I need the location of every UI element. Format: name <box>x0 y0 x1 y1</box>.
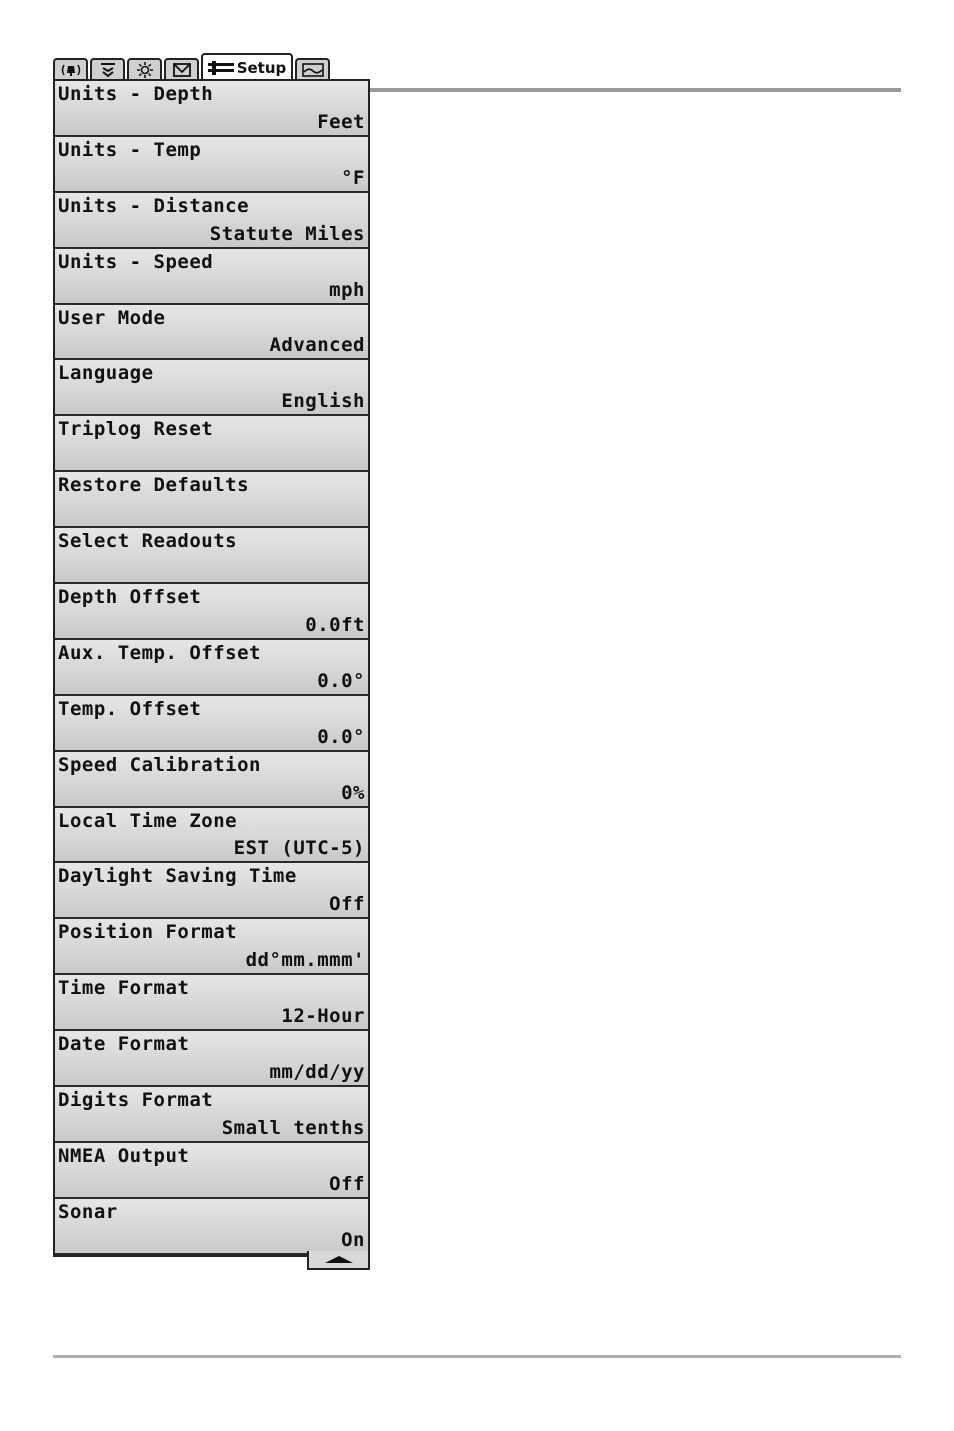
menu-item-label: NMEA Output <box>58 1144 190 1167</box>
menu-item-value: Feet <box>317 110 365 133</box>
menu-item-value: 0.0° <box>317 669 365 692</box>
menu-item-value: °F <box>341 166 365 189</box>
menu-item-local-time-zone[interactable] <box>55 808 368 864</box>
menu-item-value: mm/dd/yy <box>269 1061 365 1084</box>
menu-item-label: Select Readouts <box>58 530 238 553</box>
menu-item-date-format[interactable] <box>55 1031 368 1087</box>
setup-menu <box>53 79 370 1257</box>
menu-item-daylight-saving-time[interactable] <box>55 863 368 919</box>
menu-item-value: On <box>341 1228 365 1251</box>
menu-item-value: English <box>281 390 365 413</box>
menu-item-label: User Mode <box>58 306 166 329</box>
alarm-icon <box>59 63 83 77</box>
menu-item-label: Restore Defaults <box>58 474 250 497</box>
chart-icon <box>302 63 324 77</box>
menu-item-label: Language <box>58 362 154 385</box>
menu-item-label: Units - Distance <box>58 194 250 217</box>
menu-item-value: Off <box>329 893 365 916</box>
scroll-up-arrow-icon <box>325 1256 353 1263</box>
menu-item-units-temp[interactable] <box>55 137 368 193</box>
menu-item-value: dd°mm.mmm' <box>245 949 365 972</box>
tab-sonar[interactable] <box>90 58 125 80</box>
tab-view[interactable] <box>164 58 199 80</box>
menu-item-temp-offset[interactable] <box>55 696 368 752</box>
menu-item-value: 0.0° <box>317 725 365 748</box>
menu-item-time-format[interactable] <box>55 975 368 1031</box>
tab-chart[interactable] <box>295 58 330 80</box>
menu-item-label: Units - Speed <box>58 250 214 273</box>
menu-item-label: Depth Offset <box>58 586 202 609</box>
tab-light[interactable] <box>127 58 162 80</box>
menu-item-label: Local Time Zone <box>58 809 238 832</box>
light-icon <box>136 61 154 79</box>
menu-item-label: Units - Temp <box>58 138 202 161</box>
menu-item-value: mph <box>329 278 365 301</box>
menu-item-position-format[interactable] <box>55 919 368 975</box>
menu-item-label: Time Format <box>58 977 190 1000</box>
tab-setup[interactable] <box>201 53 293 80</box>
tab-alarms[interactable] <box>53 58 88 80</box>
menu-item-language[interactable] <box>55 360 368 416</box>
menu-item-units-speed[interactable] <box>55 249 368 305</box>
view-icon <box>172 62 192 78</box>
menu-item-speed-calibration[interactable] <box>55 752 368 808</box>
menu-item-value: Off <box>329 1172 365 1195</box>
menu-item-label: Sonar <box>58 1200 118 1223</box>
menu-item-sonar[interactable] <box>55 1199 368 1255</box>
menu-item-label: Digits Format <box>58 1089 214 1112</box>
menu-item-units-distance[interactable] <box>55 193 368 249</box>
menu-item-label: Daylight Saving Time <box>58 865 297 888</box>
sonar-icon <box>98 62 118 78</box>
menu-item-value: 0.0ft <box>305 613 365 636</box>
menu-item-digits-format[interactable] <box>55 1087 368 1143</box>
menu-item-units-depth[interactable] <box>55 81 368 137</box>
menu-item-select-readouts[interactable] <box>55 528 368 584</box>
setup-icon <box>208 61 234 75</box>
menu-item-value: 12-Hour <box>281 1005 365 1028</box>
scroll-up-button[interactable] <box>307 1251 370 1270</box>
menu-item-triplog-reset[interactable] <box>55 416 368 472</box>
menu-item-label: Date Format <box>58 1033 190 1056</box>
menu-item-label: Aux. Temp. Offset <box>58 641 261 664</box>
menu-item-depth-offset[interactable] <box>55 584 368 640</box>
footer-rule <box>53 1355 901 1358</box>
menu-item-label: Speed Calibration <box>58 753 261 776</box>
menu-item-value: EST (UTC-5) <box>233 837 365 860</box>
menu-item-nmea-output[interactable] <box>55 1143 368 1199</box>
menu-item-restore-defaults[interactable] <box>55 472 368 528</box>
menu-item-value: 0% <box>341 781 365 804</box>
header-rule <box>370 88 901 92</box>
menu-item-value: Advanced <box>269 334 365 357</box>
menu-tab-bar <box>53 52 332 80</box>
menu-item-value: Small tenths <box>221 1116 365 1139</box>
menu-item-aux-temp-offset[interactable] <box>55 640 368 696</box>
menu-item-label: Triplog Reset <box>58 418 214 441</box>
menu-item-label: Units - Depth <box>58 83 214 105</box>
menu-item-user-mode[interactable] <box>55 305 368 361</box>
menu-item-label: Position Format <box>58 921 238 944</box>
menu-item-value: Statute Miles <box>209 222 365 245</box>
menu-item-label: Temp. Offset <box>58 697 202 720</box>
tab-setup-label: Setup <box>236 58 287 77</box>
